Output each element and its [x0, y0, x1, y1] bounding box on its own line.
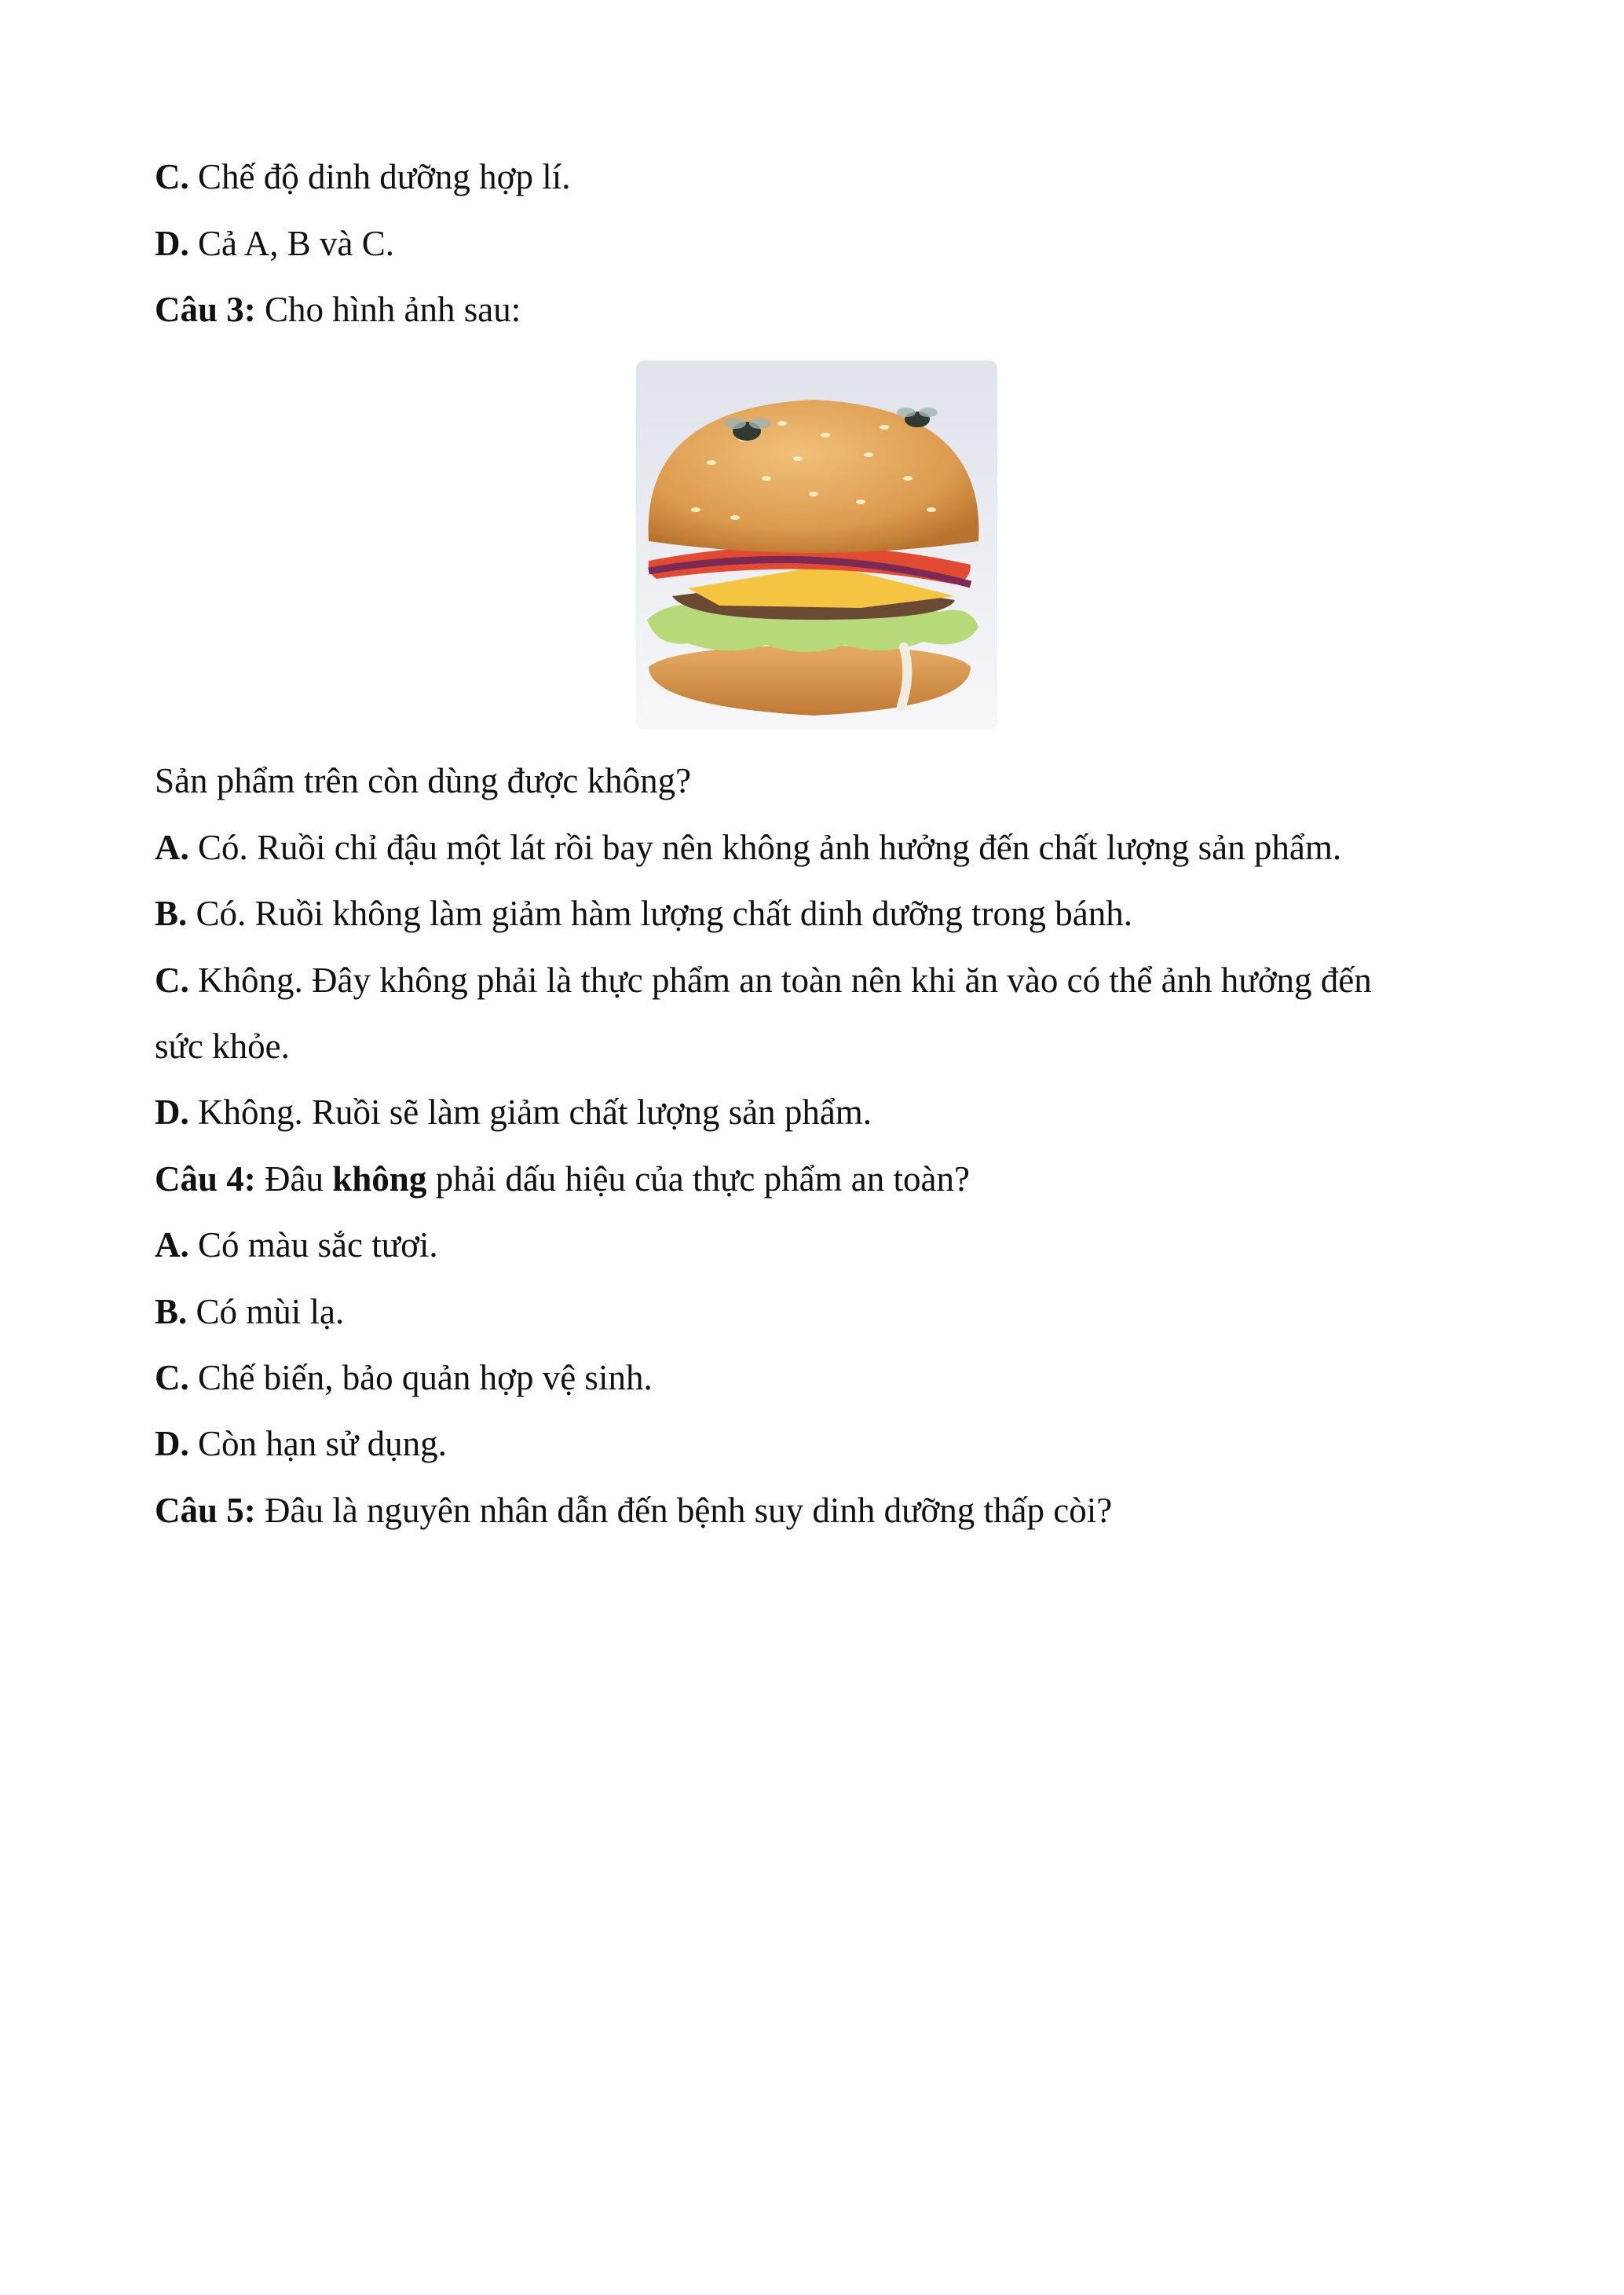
option-label: D.	[155, 1093, 189, 1132]
option-b-line	[155, 1290, 344, 1334]
option-text: sức khỏe.	[155, 1027, 290, 1066]
question-4	[155, 1157, 970, 1201]
option-text: Có. Ruồi không làm giảm hàm lượng chất dinh dưỡng trong bánh.	[187, 894, 1133, 933]
option-label: C.	[155, 961, 189, 1000]
prompt-text: Sản phẩm trên còn dùng được không?	[155, 761, 692, 800]
option-c-line	[155, 958, 1372, 1002]
option-d-line	[155, 1090, 872, 1134]
option-label: D.	[155, 224, 189, 263]
option-label: D.	[155, 1424, 189, 1463]
question-text: Đâu	[255, 1159, 333, 1199]
option-label: C.	[155, 1358, 189, 1397]
option-c-line	[155, 155, 570, 199]
option-text: Không. Ruồi sẽ làm giảm chất lượng sản phẩm.	[188, 1093, 872, 1132]
option-text: Chế độ dinh dưỡng hợp lí.	[188, 157, 571, 196]
question-5	[155, 1488, 1112, 1532]
option-text: Còn hạn sử dụng.	[188, 1424, 447, 1463]
question-text: phải dấu hiệu của thực phẩm an toàn?	[426, 1159, 970, 1199]
option-text: Không. Đây không phải là thực phẩm an toàn nên khi ăn vào có thể ảnh hưởng đến	[188, 961, 1372, 1000]
question-label: Câu 3:	[155, 290, 256, 329]
option-label: B.	[155, 894, 188, 933]
option-b-line	[155, 891, 1132, 935]
option-label: C.	[155, 157, 189, 196]
option-a-line	[155, 1223, 438, 1267]
option-label: B.	[155, 1292, 188, 1331]
option-c-continuation	[155, 1024, 290, 1068]
option-label: A.	[155, 1225, 189, 1265]
option-text: Cả A, B và C.	[188, 224, 395, 263]
option-c-line	[155, 1356, 653, 1400]
option-text: Có mùi lạ.	[187, 1292, 345, 1331]
option-d-line	[155, 1422, 447, 1466]
question-label: Câu 4:	[155, 1159, 256, 1199]
question-label: Câu 5:	[155, 1491, 256, 1530]
option-label: A.	[155, 828, 189, 867]
option-text: Có. Ruồi chỉ đậu một lát rồi bay nên không ảnh hưởng đến chất lượng sản phẩm.	[188, 828, 1342, 867]
emphasis-word: không	[332, 1159, 427, 1199]
question-text: Đâu là nguyên nhân dẫn đến bệnh suy dinh dưỡng thấp còi?	[255, 1491, 1113, 1530]
option-a-line	[155, 825, 1341, 869]
hamburger-with-flies-image	[625, 361, 1005, 736]
option-text: Chế biến, bảo quản hợp vệ sinh.	[188, 1358, 653, 1397]
question-text: Cho hình ảnh sau:	[255, 290, 521, 329]
option-d-line	[155, 221, 394, 265]
option-text: Có màu sắc tươi.	[188, 1225, 438, 1265]
question-3	[155, 287, 521, 331]
question-prompt	[155, 759, 691, 803]
